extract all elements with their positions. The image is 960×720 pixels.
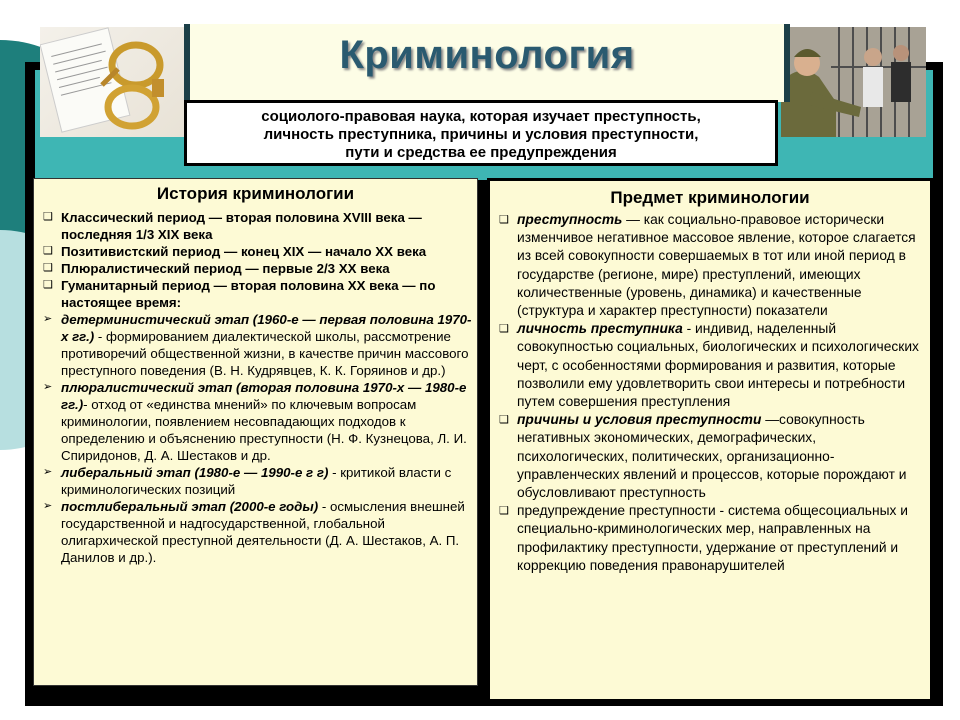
item-term: плюралистический этап (вторая половина 1970-х — 1980-е гг.) <box>61 380 467 412</box>
slide-title-box <box>184 24 790 102</box>
prison-guard-photo <box>781 27 926 137</box>
item-text: предупреждение преступности - система общесоциальных и специально-криминологических мер, направленных на профилактику преступности, удержание от преступлений и коррекцию поведения правонарушителей <box>517 503 908 573</box>
item-term: детерминистический этап (1960-е — первая половина 1970-х гг.) <box>61 312 472 344</box>
square-bullet-icon: ❑ <box>43 211 53 223</box>
list-item <box>42 243 474 260</box>
square-bullet-icon: ❑ <box>499 214 509 226</box>
list-item <box>498 411 928 502</box>
square-bullet-icon: ❑ <box>43 279 53 291</box>
handcuffs-photo <box>40 27 186 137</box>
item-text: — как социально-правовое исторически изменчивое негативное массовое явление, которое слагается из всей совокупности совершаемых в тот или иной период в государстве (регионе, мире) преступлений, имеющих количественные (уровень, динамика) и качественные (структура и характер преступности) показатели <box>517 212 916 319</box>
history-title: История криминологии <box>156 184 355 203</box>
subject-list <box>498 211 928 575</box>
list-item <box>498 320 928 411</box>
item-term: Гуманитарный период <box>61 278 210 293</box>
list-item <box>42 209 474 243</box>
definition-line: пути и средства ее предупреждения <box>345 144 617 161</box>
arrow-bullet-icon: ➢ <box>43 466 53 478</box>
item-text: — вторая половина XVIII века — последняя 1/3 XIX века <box>61 210 422 242</box>
item-text: - критикой власти с криминологических позиций <box>61 465 452 497</box>
arrow-bullet-icon: ➢ <box>43 381 53 393</box>
list-item <box>42 277 474 311</box>
item-term: постлиберальный этап (2000-е годы) <box>61 499 319 514</box>
definition-line: личность преступника, причины и условия преступности, <box>263 126 699 143</box>
item-text: — вторая половина XX века — по настоящее время: <box>61 278 436 310</box>
item-term: преступность <box>517 212 623 227</box>
square-bullet-icon: ❑ <box>499 414 509 427</box>
item-term: причины и условия преступности <box>517 412 762 428</box>
item-term: Позитивистский период <box>61 244 221 259</box>
history-panel <box>33 178 478 686</box>
item-text: — первые 2/3 XX века <box>241 261 390 276</box>
square-bullet-icon: ❑ <box>499 323 509 336</box>
list-item <box>42 260 474 277</box>
slide-title: Криминология <box>339 33 635 77</box>
item-text: - отход от «единства мнений» по ключевым вопросам криминологии, появлением несовпадающих подходов к определению и объяснению преступности (Н. Ф. Кузнецова, Л. И. Спиридонов, Д. А. Шестаков и др. <box>61 397 467 463</box>
arrow-bullet-icon: ➢ <box>43 500 53 512</box>
item-text: - формированием диалектической школы, рассмотрение противоречий общественной жизни, в качестве причин массового преступного поведения (В. Н. Кудрявцев, К. К. Горяинов и др.) <box>61 329 469 378</box>
list-item <box>42 379 474 464</box>
list-item <box>42 464 474 498</box>
item-term: личность преступника <box>517 321 683 337</box>
list-item <box>42 311 474 379</box>
item-term: либеральный этап (1980-е — 1990-е г г) <box>61 465 329 480</box>
subject-title: Предмет криминологии <box>610 188 810 207</box>
arrow-bullet-icon: ➢ <box>43 313 53 325</box>
square-bullet-icon: ❑ <box>499 505 509 518</box>
item-text: — конец XIX — начало XX века <box>220 244 427 259</box>
item-text: - осмысления внешней государственной и надгосударственной, глобальной олигархической преступной деятельности (Д. А. Шестаков, А. П. Данилов и др.). <box>61 499 465 565</box>
item-term: Классический период <box>61 210 206 225</box>
definition-box <box>184 100 778 166</box>
history-list <box>42 209 474 566</box>
list-item <box>498 502 928 575</box>
slide-date: 12/22/2019 <box>55 684 141 703</box>
square-bullet-icon: ❑ <box>43 245 53 257</box>
list-item <box>498 211 928 320</box>
item-text: —совокупность негативных экономических, демографических, психологических, политических, организационно-управленческих явлений и процессов, которые порождают и обусловливают преступность <box>517 412 907 501</box>
subject-panel <box>487 178 933 702</box>
list-item <box>42 498 474 566</box>
square-bullet-icon: ❑ <box>43 262 53 274</box>
item-text: - индивид, наделенный совокупностью социальных, биологических и психологических черт, с особенностями формирования и развития, которые позволили ему удовлетворить свои интересы и потребности путем совершения преступления <box>517 321 919 410</box>
definition-line: социолого-правовая наука, которая изучает преступность, <box>261 108 701 125</box>
item-term: Плюралистический период <box>61 261 242 276</box>
